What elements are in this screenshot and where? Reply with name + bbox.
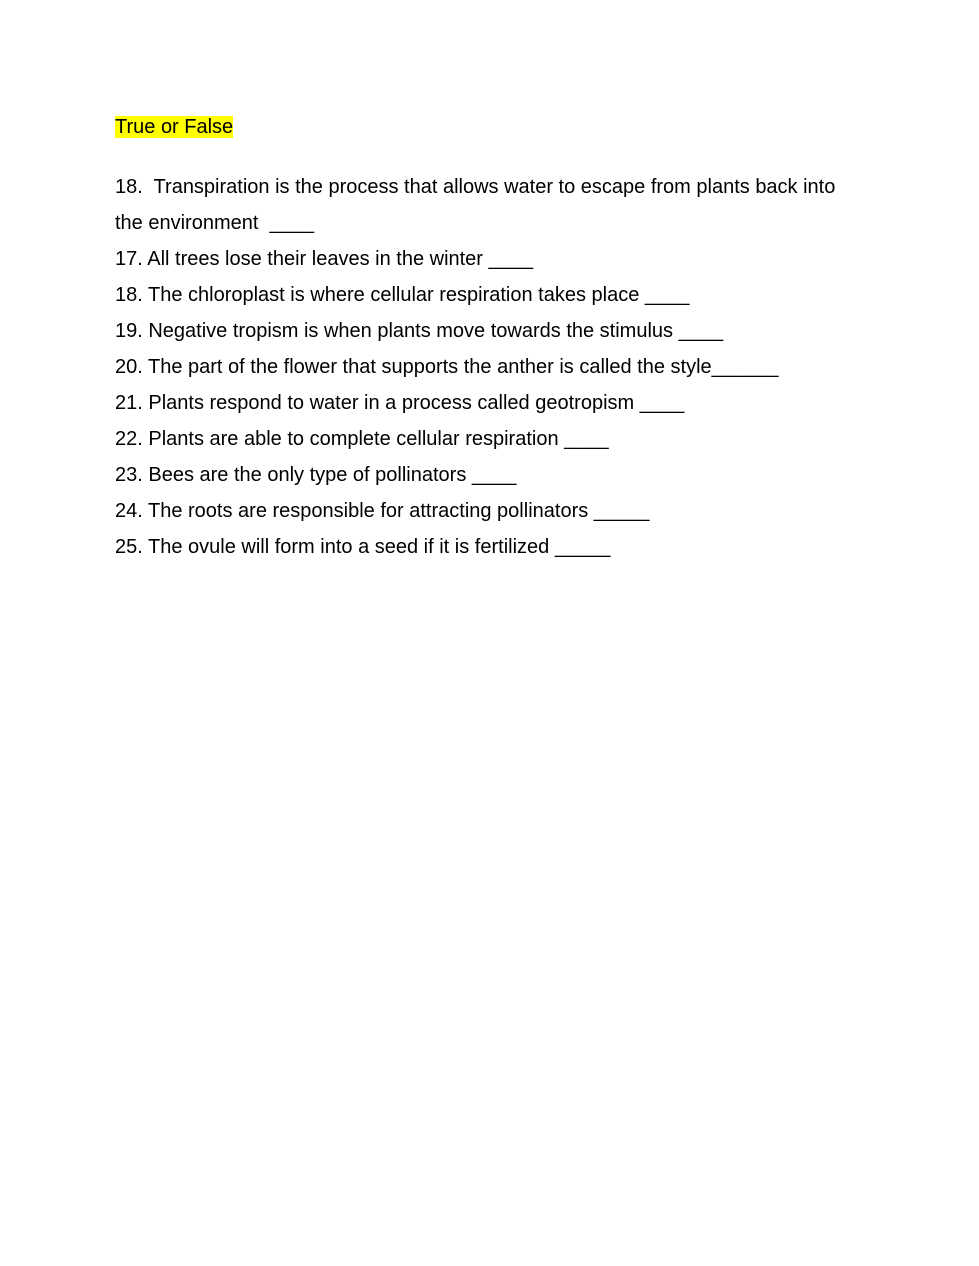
question-item: 24. The roots are responsible for attracting pollinators _____ — [115, 500, 650, 522]
question-item: 17. All trees lose their leaves in the winter ____ — [115, 248, 534, 270]
question-item: 18. The chloroplast is where cellular respiration takes place ____ — [115, 284, 690, 306]
section-title-text: True or False — [115, 116, 234, 138]
question-item: 19. Negative tropism is when plants move towards the stimulus ____ — [115, 320, 724, 342]
section-title — [115, 114, 233, 140]
question-list — [115, 169, 845, 565]
question-item: 23. Bees are the only type of pollinators ____ — [115, 464, 517, 486]
question-item: 21. Plants respond to water in a process called geotropism ____ — [115, 392, 685, 414]
question-item: 20. The part of the flower that supports the anther is called the style______ — [115, 356, 779, 378]
question-item: 18. Transpiration is the process that allows water to escape from plants back into the environment ____ — [115, 176, 841, 234]
question-item: 25. The ovule will form into a seed if it is fertilized _____ — [115, 536, 611, 558]
question-item: 22. Plants are able to complete cellular respiration ____ — [115, 428, 609, 450]
